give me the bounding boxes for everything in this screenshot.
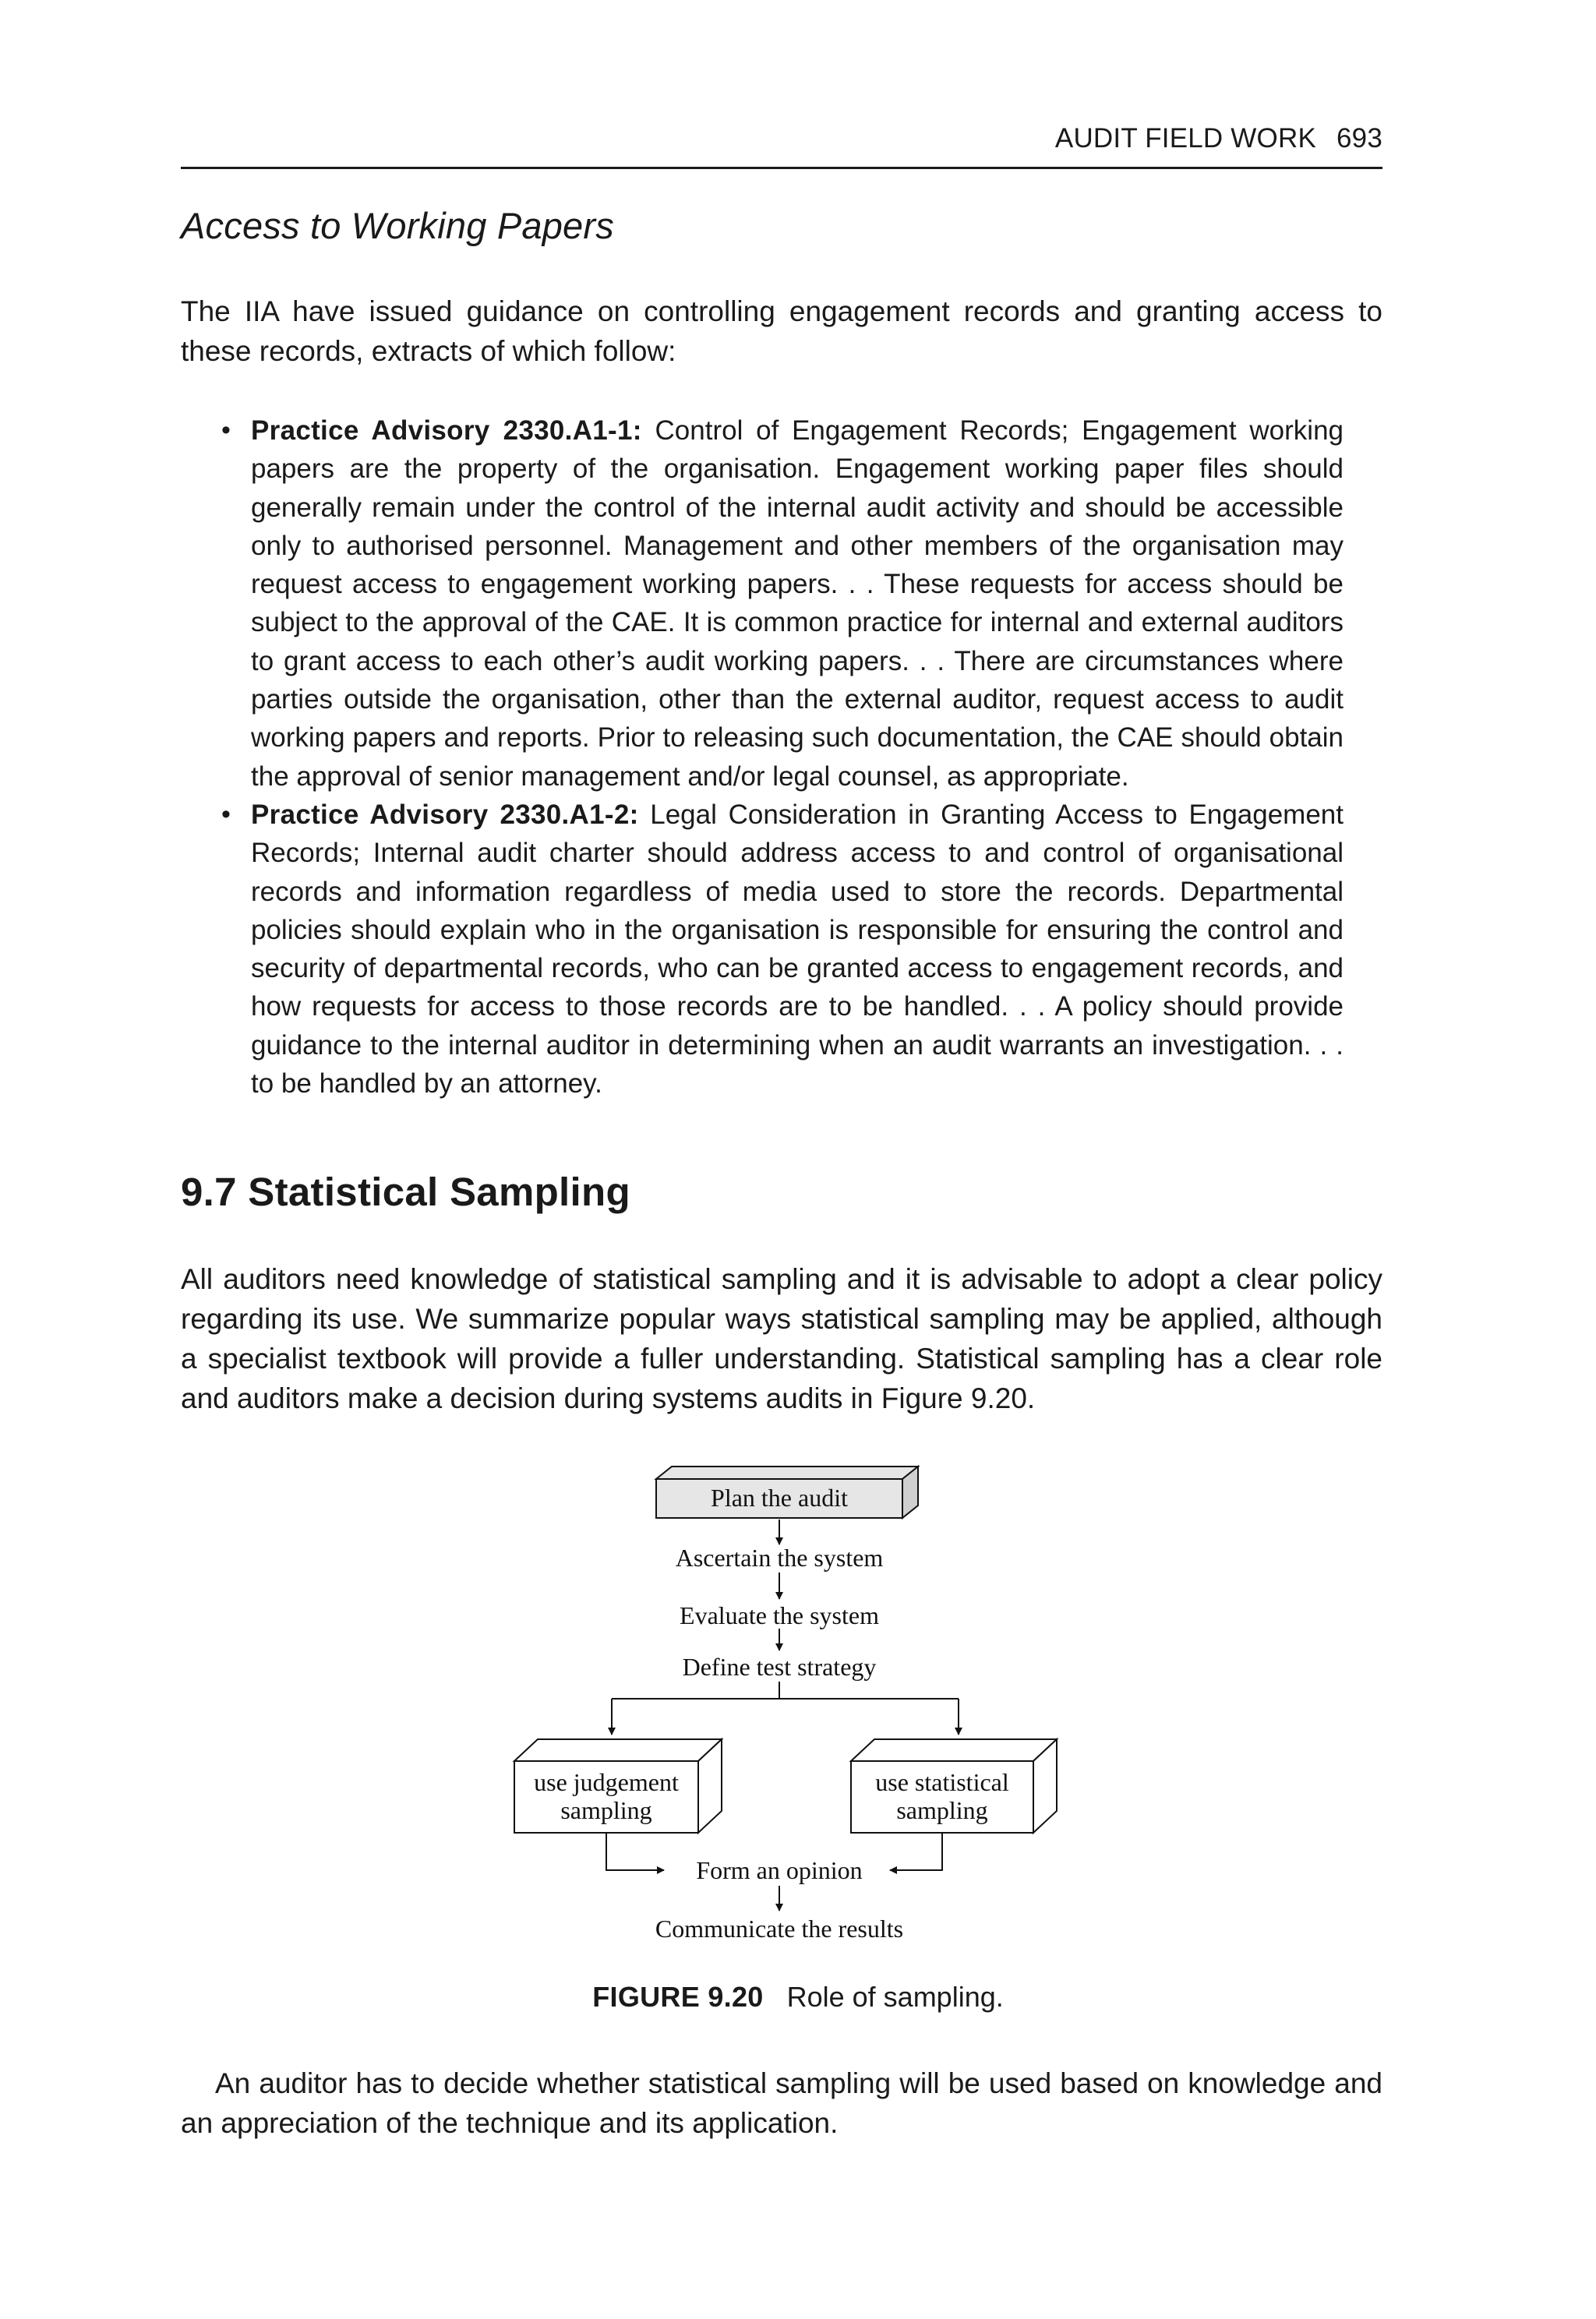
advisory-label: Practice Advisory 2330.A1-2: (251, 799, 639, 830)
running-head (181, 123, 1382, 161)
advisory-label: Practice Advisory 2330.A1-1: (251, 415, 642, 446)
access-heading: Access to Working Papers (181, 205, 614, 246)
judgement-box (514, 1739, 722, 1833)
bullet-icon: • (221, 799, 231, 829)
judgement-label-line2: sampling (560, 1796, 652, 1824)
arrow-connector (890, 1833, 942, 1870)
page-number: 693 (1336, 123, 1382, 154)
advisory-list (221, 411, 1344, 1103)
statistical-box (851, 1739, 1057, 1833)
arrow-connector (606, 1833, 664, 1870)
step-communicate: Communicate the results (655, 1915, 904, 1943)
advisory-text: Legal Consideration in Granting Access to Engagement Records; Internal audit charter should address access to and control of organisational records and information regardless of media used to store the records. Departmental policies should explain who in the organisation is responsible for ensuring the control and security of departmental records, who can be granted access to engagement records, and how requests for access to those records are to be handled. . . A policy should provide guidance to the internal auditor in determining when an audit warrants an investigation. . . to be handled by an attorney. (251, 799, 1344, 1099)
judgement-label-line1: use judgement (534, 1768, 679, 1796)
header-rule (181, 167, 1382, 169)
step-evaluate: Evaluate the system (680, 1601, 879, 1629)
flowchart-svg (491, 1465, 1091, 1964)
step-ascertain: Ascertain the system (675, 1544, 884, 1572)
advisory-item (221, 411, 1344, 796)
figure-caption (0, 1981, 1596, 2014)
running-title: AUDIT FIELD WORK (1054, 123, 1316, 154)
step-opinion: Form an opinion (696, 1856, 863, 1884)
statistical-label-line2: sampling (896, 1796, 988, 1824)
statistical-label-line1: use statistical (875, 1768, 1009, 1796)
caption-label: FIGURE 9.20 (592, 1981, 764, 2013)
closing-paragraph: An auditor has to decide whether statistical sampling will be used based on knowledge and an appreciation of the technique and its application. (181, 2067, 1382, 2139)
advisory-text: Control of Engagement Records; Engagement working papers are the property of the organisation. Engagement working paper files should generally remain under the control of the internal audit activity and should be accessible only to authorised personnel. Management and other members of the organisation may request access to engagement working papers. . . These requests for access should be subject to the approval of the CAE. It is common practice for internal and external auditors to grant access to each other’s audit working papers. . . There are circumstances where parties outside the organisation, other than the external auditor, request access to audit working papers and reports. Prior to releasing such documentation, the CAE should obtain the approval of senior management and/or legal counsel, as appropriate. (251, 415, 1344, 792)
section-heading: 9.7 Statistical Sampling (181, 1170, 630, 1214)
access-intro: The IIA have issued guidance on controlling engagement records and granting access to these records, extracts of which follow: (181, 295, 1382, 367)
sampling-paragraph: All auditors need knowledge of statistical sampling and it is advisable to adopt a clear policy regarding its use. We summarize popular ways statistical sampling may be applied, although a specialist textbook will provide a fuller understanding. Statistical sampling has a clear role and auditors make a decision during systems audits in Figure 9.20. (181, 1263, 1382, 1414)
step-plan: Plan the audit (711, 1484, 848, 1512)
sampling-flowchart (491, 1465, 1091, 1964)
step-define: Define test strategy (682, 1653, 877, 1681)
caption-text: Role of sampling. (786, 1981, 1004, 2013)
bullet-icon: • (221, 415, 231, 445)
plan-box (656, 1467, 918, 1518)
advisory-item (221, 796, 1344, 1103)
